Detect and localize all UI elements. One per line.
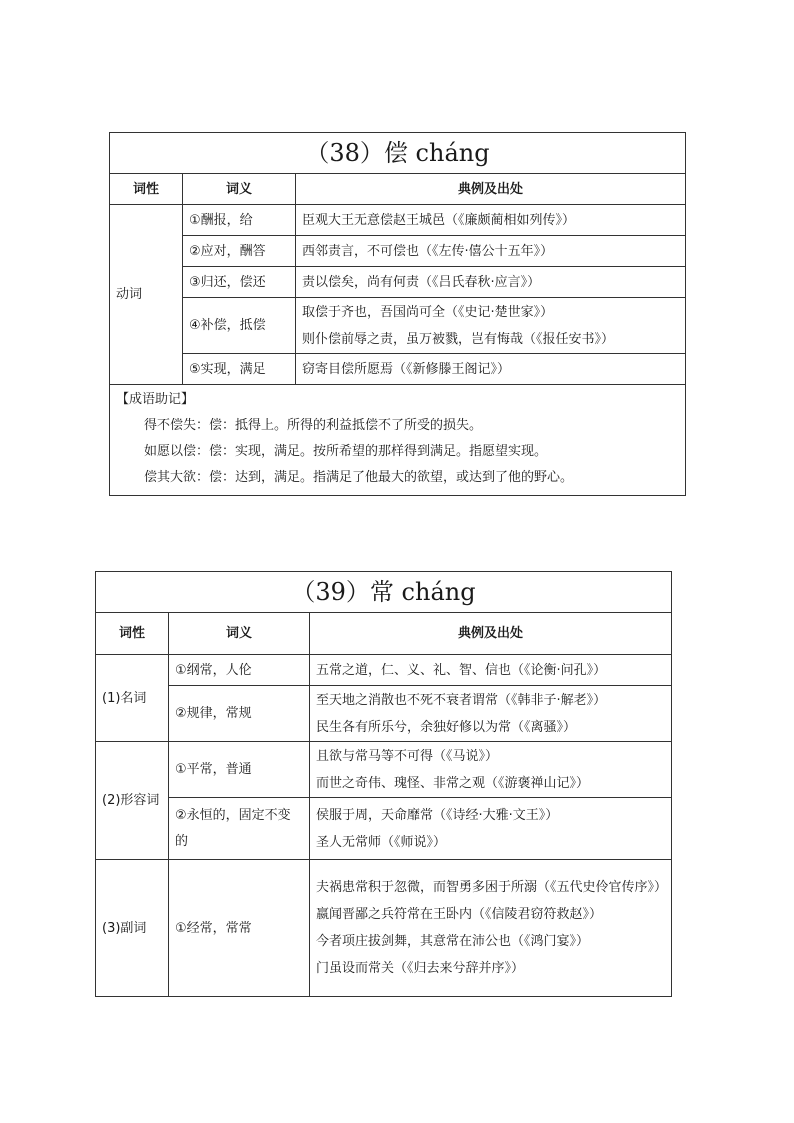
idioms-title: 【成语助记】 [116, 392, 195, 407]
example-line: 臣观大王无意偿赵王城邑（《廉颇蔺相如列传》） [302, 212, 576, 228]
column-header-examples: 典例及出处 [296, 174, 686, 205]
sense-meaning: ②永恒的，固定不变的 [169, 798, 310, 860]
example-line: 西邻责言，不可偿也（《左传·僖公十五年》） [302, 243, 554, 259]
entry-39-table [95, 571, 672, 997]
sense-meaning: ⑤实现，满足 [183, 354, 296, 385]
example-line: 侯服于周，天命靡常（《诗经·大雅·文王》） [316, 807, 559, 823]
example-line: 圣人无常师（《师说》） [316, 834, 447, 850]
sense-examples [310, 742, 672, 798]
sense-meaning: ③归还，偿还 [183, 267, 296, 298]
column-header-meaning: 词义 [183, 174, 296, 205]
example-line: 夫祸患常积于忽微，而智勇多困于所溺（《五代史伶官传序》） [316, 880, 668, 895]
column-header-meaning: 词义 [169, 613, 310, 655]
example-line: 责以偿矣，尚有何责（《吕氏春秋·应言》） [302, 274, 541, 290]
example-line: 则仆偿前辱之责，虽万被戮，岂有悔哉（《报任安书》） [302, 331, 615, 347]
sense-examples [296, 205, 686, 236]
example-line: 民生各有所乐兮，余独好修以为常（《离骚》） [316, 719, 577, 735]
column-header-pos: 词性 [96, 613, 169, 655]
sense-meaning: ②规律，常规 [169, 686, 310, 742]
example-line: 取偿于齐也，吾国尚可全（《史记·楚世家》） [302, 304, 554, 320]
sense-examples [296, 354, 686, 385]
sense-examples [296, 298, 686, 354]
sense-examples [310, 655, 672, 686]
column-header-examples: 典例及出处 [310, 613, 672, 655]
entry-38-table [109, 132, 686, 496]
sense-examples [296, 267, 686, 298]
example-line: 今者项庄拔剑舞，其意常在沛公也（《鸿门宴》） [316, 934, 590, 949]
example-line: 且欲与常马等不可得（《马说》） [316, 748, 499, 764]
part-of-speech: (2)形容词 [96, 742, 169, 860]
example-line: 至天地之消散也不死不衰者谓常（《韩非子·解老》） [316, 692, 607, 708]
sense-meaning: ④补偿，抵偿 [183, 298, 296, 354]
example-line: 而世之奇伟、瑰怪、非常之观（《游褒禅山记》） [316, 775, 590, 791]
sense-examples [310, 686, 672, 742]
idiom-item: 得不偿失：偿：抵得上。所得的利益抵偿不了所受的损失。 [144, 418, 483, 433]
idiom-item: 偿其大欲：偿：达到，满足。指满足了他最大的欲望，或达到了他的野心。 [144, 470, 574, 485]
part-of-speech: 动词 [110, 205, 183, 385]
column-header-pos: 词性 [110, 174, 183, 205]
sense-meaning: ①纲常，人伦 [169, 655, 310, 686]
part-of-speech: (1)名词 [96, 655, 169, 742]
sense-examples [296, 236, 686, 267]
sense-meaning: ①酬报，给 [183, 205, 296, 236]
example-line: 嬴闻晋鄙之兵符常在王卧内（《信陵君窃符救赵》） [316, 907, 603, 922]
sense-meaning: ①经常，常常 [169, 860, 310, 997]
sense-meaning: ②应对，酬答 [183, 236, 296, 267]
idiom-item: 如愿以偿：偿：实现，满足。按所希望的那样得到满足。指愿望实现。 [144, 444, 548, 459]
example-line: 五常之道，仁、义、礼、智、信也（《论衡·问孔》） [316, 662, 607, 678]
entry-title: （38）偿 cháng [110, 133, 686, 174]
sense-examples [310, 860, 672, 997]
sense-meaning: ①平常，普通 [169, 742, 310, 798]
entry-title: （39）常 cháng [96, 572, 672, 613]
sense-examples [310, 798, 672, 860]
idioms-section [110, 385, 686, 496]
example-line: 门虽设而常关（《归去来兮辞并序》） [316, 961, 525, 976]
part-of-speech: (3)副词 [96, 860, 169, 997]
example-line: 窃寄目偿所愿焉（《新修滕王阁记》） [302, 361, 511, 377]
